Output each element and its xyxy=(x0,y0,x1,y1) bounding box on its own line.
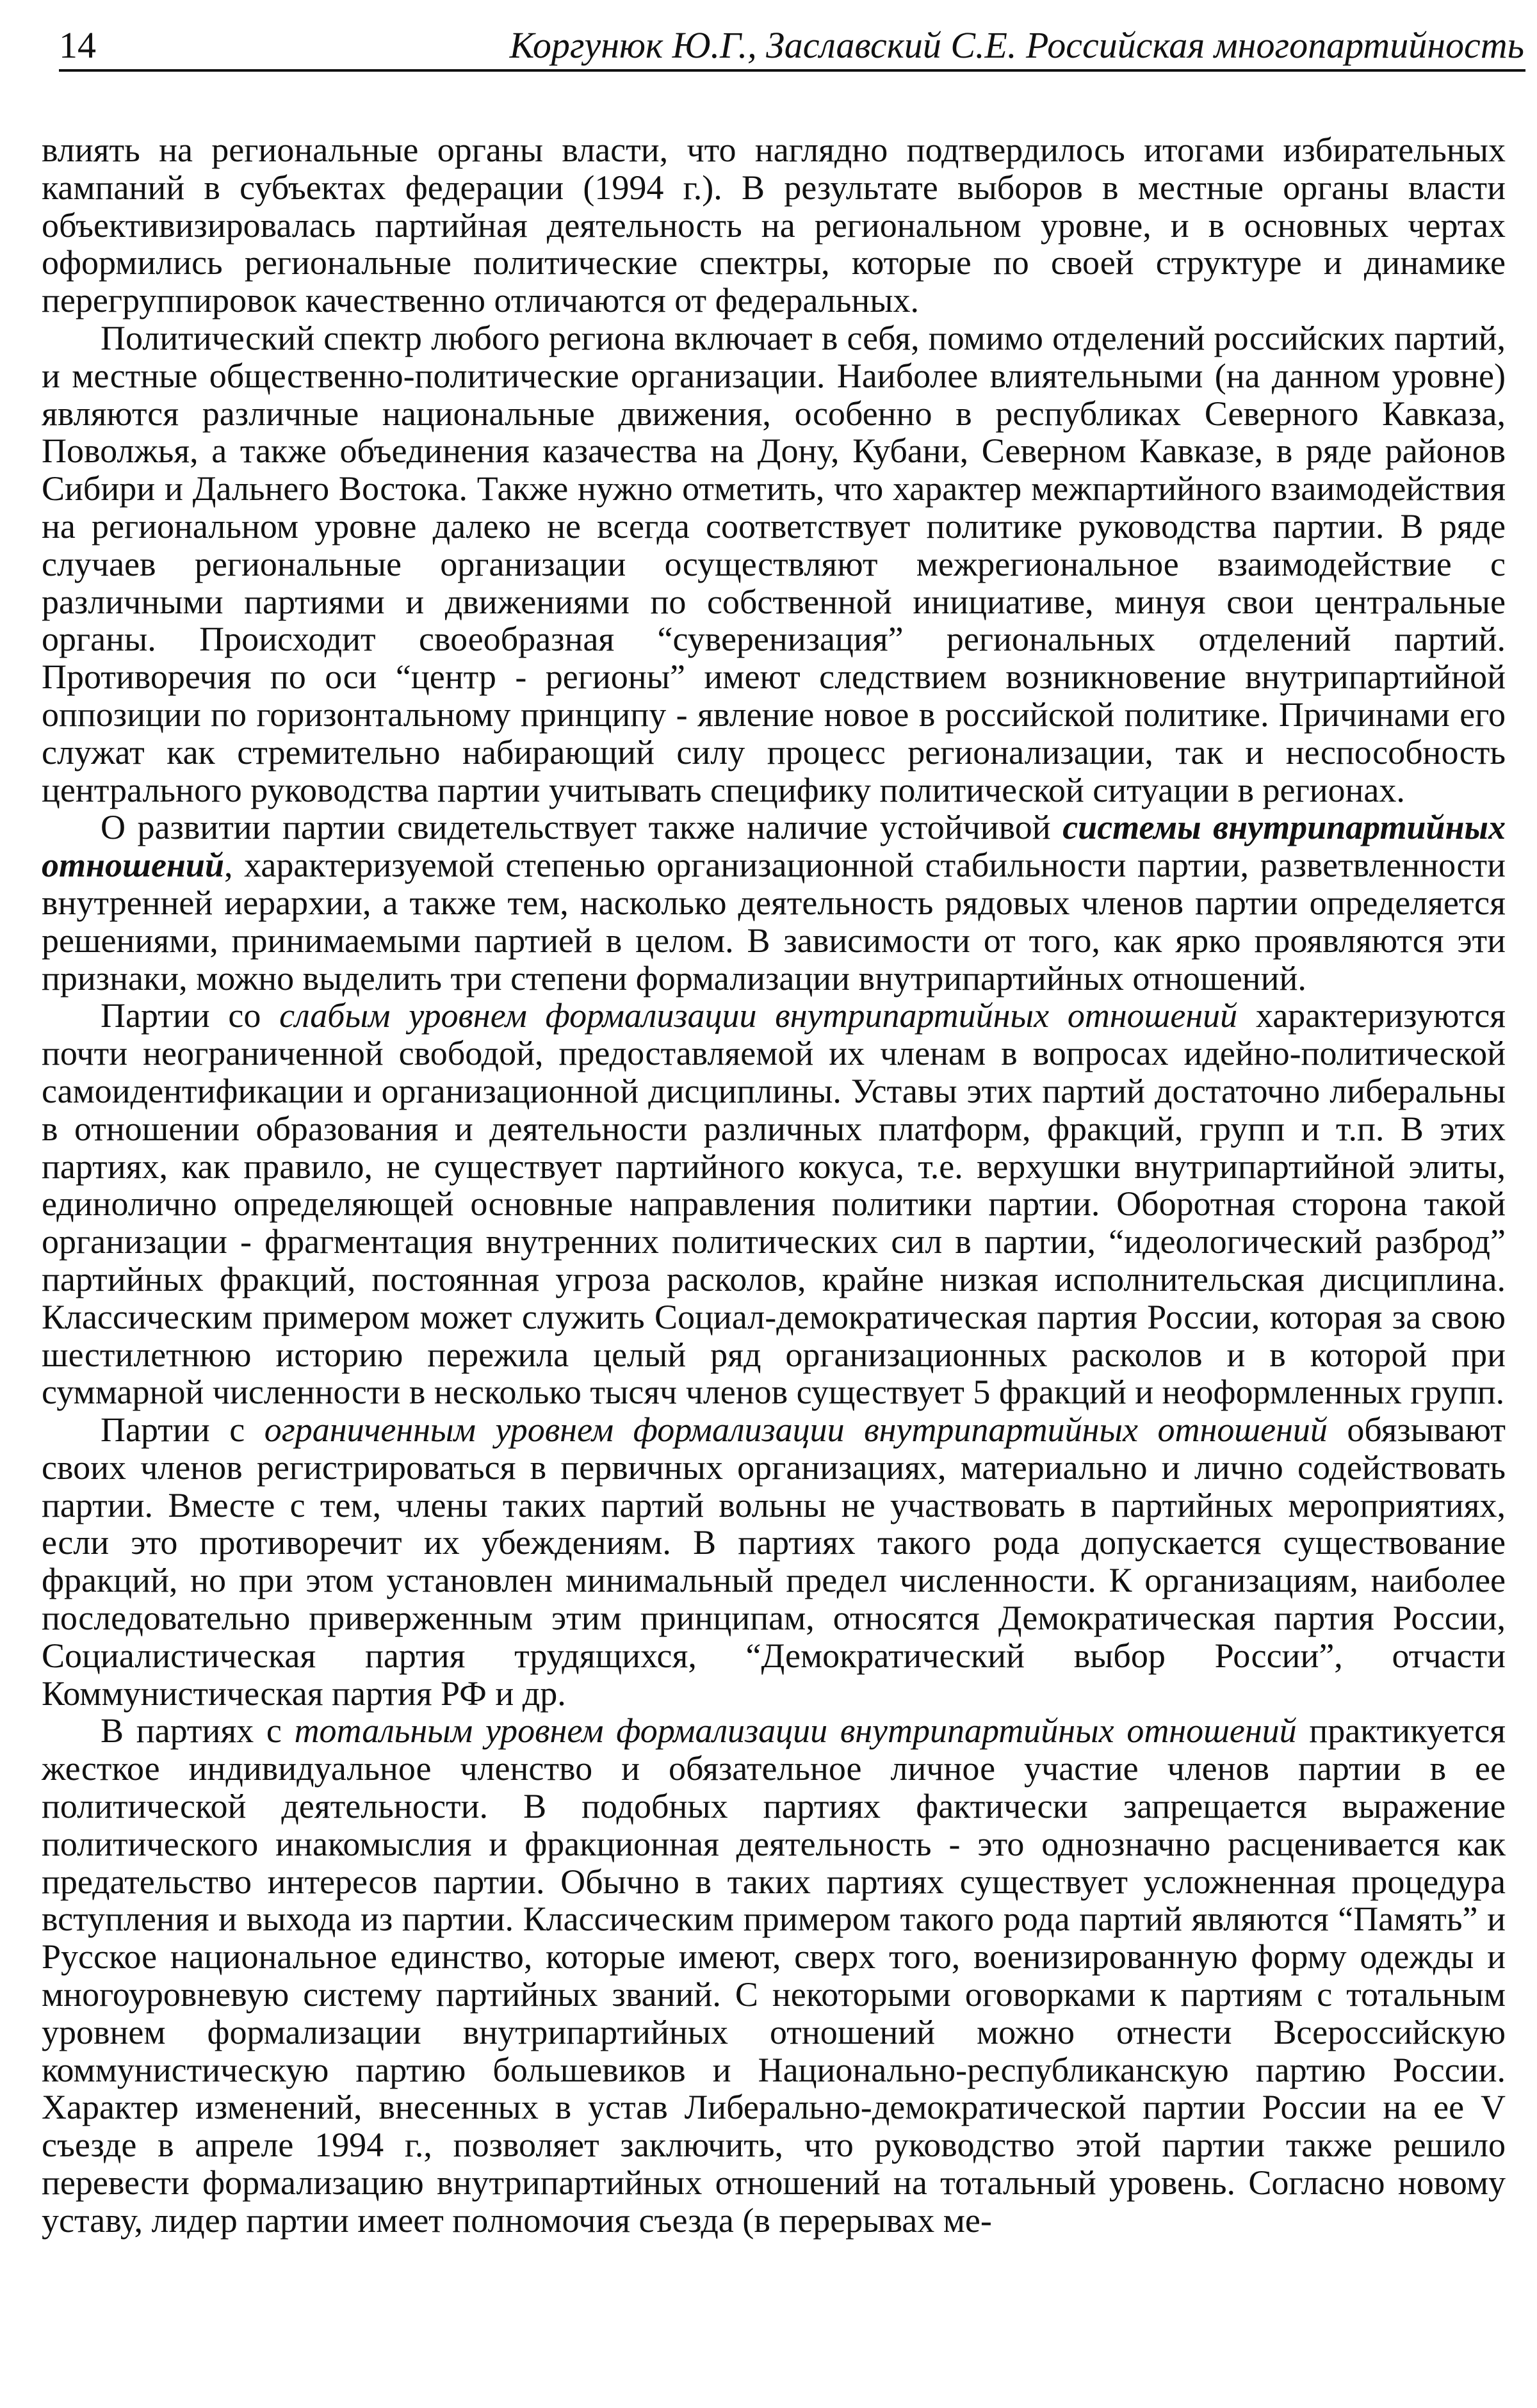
header-rule xyxy=(59,69,1525,72)
paragraph-2: Политический спектр любого региона включает в себя, помимо отделений российских партий, и местные общественно-политические организации. Наиболее влиятельными (на данном уровне) являются различные национальные движения, особенно в республиках Северного Кавказа, Поволжья, а также объединения казачества на Дону, Кубани, Северном Кавказе, в ряде районов Сибири и Дальнего Востока. Также нужно отметить, что характер межпартийного взаимодействия на региональном уровне далеко не всегда соответствует политике руководства партии. В ряде случаев региональные организации осуществляют межрегиональное взаимодействие с различными партиями и движениями по собственной инициативе, минуя свои центральные органы. Происходит своеобразная “суверенизация” региональных отделений партий. Противоречия по оси “центр - регионы” имеют следствием возникновение внутрипартийной оппозиции по горизонтальному принципу - явление новое в российской политике. Причинами его служат как стремительно набирающий силу процесс регионализации, так и неспособность центрального руководства партии учитывать специфику политической ситуации в регионах. xyxy=(42,318,1506,809)
term-weak-formalization: слабым уровнем формализации внутрипартийных отношений xyxy=(279,996,1238,1035)
paragraph-5 xyxy=(42,1411,1506,1712)
running-head: Коргунюк Ю.Г., Заславский С.Е. Российская многопартийность xyxy=(509,24,1524,66)
paragraph-3 xyxy=(42,809,1506,997)
term-limited-formalization: ограниченным уровнем формализации внутрипартийных отношений xyxy=(264,1410,1328,1450)
paragraph-3-text-after: , характеризуемой степенью организационной стабильности партии, разветвленности внутренней иерархии, а также тем, насколько деятельность рядовых членов партии определяется решениями, принимаемыми партией в целом. В зависимости от того, как ярко проявляются эти признаки, можно выделить три степени формализации внутрипартийных отношений. xyxy=(42,846,1506,998)
paragraph-4-text-before: Партии со xyxy=(101,996,280,1035)
page-header xyxy=(59,19,1537,74)
paragraph-1: влиять на региональные органы власти, что наглядно подтвердилось итогами избирательных кампаний в субъектах федерации (1994 г.). В результате выборов в местные органы власти объективизировалась партийная деятельность на региональном уровне, и в основных чертах оформились региональные политические спектры, которые по своей структуре и динамике перегруппировок качественно отличаются от федеральных. xyxy=(42,131,1506,320)
paragraph-6-text-after: практикуется жесткое индивидуальное членство и обязательное личное участие членов партии в ее политической деятельности. В подобных партиях фактически запрещается выражение политического инакомыслия и фракционная деятельность - это однозначно расценивается как предательство интересов партии. Обычно в таких партиях существует усложненная процедура вступления и выхода из партии. Классическим примером такого рода партий являются “Память” и Русское национальное единство, которые имеют, сверх того, военизированную форму одежды и многоуровневую систему партийных званий. С некоторыми оговорками к партиям с тотальным уровнем формализации внутрипартийных отношений можно отнести Всероссийскую коммунистическую партию большевиков и Национально-республиканскую партию России. Характер изменений, внесенных в устав Либерально-демократической партии России на ее V съезде в апреле 1994 г., позволяет заключить, что руководство этой партии также решило перевести формализацию внутрипартийных отношений на тотальный уровень. Согласно новому уставу, лидер партии имеет полномочия съезда (в перерывах ме- xyxy=(42,1711,1506,2240)
paragraph-5-text-before: Партии с xyxy=(101,1410,264,1450)
paragraph-5-text-after: обязывают своих членов регистрироваться в первичных организациях, материально и лично содействовать партии. Вместе с тем, члены таких партий вольны не участвовать в партийных мероприятиях, если это противоречит их убеждениям. В партиях такого рода допускается существование фракций, но при этом установлен минимальный предел численности. К организациям, наиболее последовательно приверженным этим принципам, относятся Демократическая партия России, Социалистическая партия трудящихся, “Демократический выбор России”, отчасти Коммунистическая партия РФ и др. xyxy=(42,1410,1506,1713)
paragraph-4 xyxy=(42,997,1506,1411)
paragraph-6-text-before: В партиях с xyxy=(101,1711,295,1750)
paragraph-4-text-after: характеризуются почти неограниченной свободой, предоставляемой их членам в вопросах идейно-политической самоидентификации и организационной дисциплины. Уставы этих партий достаточно либеральны в отношении образования и деятельности различных платформ, фракций, групп и т.п. В этих партиях, как правило, не существует партийного кокуса, т.е. верхушки внутрипартийной элиты, единолично определяющей основные направления политики партии. Оборотная сторона такой организации - фрагментация внутренних политических сил в партии, “идеологический разброд” партийных фракций, постоянная угроза расколов, крайне низкая исполнительская дисциплина. Классическим примером может служить Социал-демократическая партия России, которая за свою шестилетнюю историю пережила целый ряд организационных расколов и в которой при суммарной численности в несколько тысяч членов существует 5 фракций и неоформленных групп. xyxy=(42,996,1506,1412)
body-text xyxy=(42,131,1506,2240)
paragraph-6 xyxy=(42,1712,1506,2239)
paragraph-3-text-before: О развитии партии свидетельствует также наличие устойчивой xyxy=(101,808,1063,847)
term-total-formalization: тотальным уровнем формализации внутрипартийных отношений xyxy=(294,1711,1297,1750)
term-system-of-intraparty-relations: системы внутрипартийных отношений xyxy=(42,808,1506,885)
page-number: 14 xyxy=(59,24,96,66)
